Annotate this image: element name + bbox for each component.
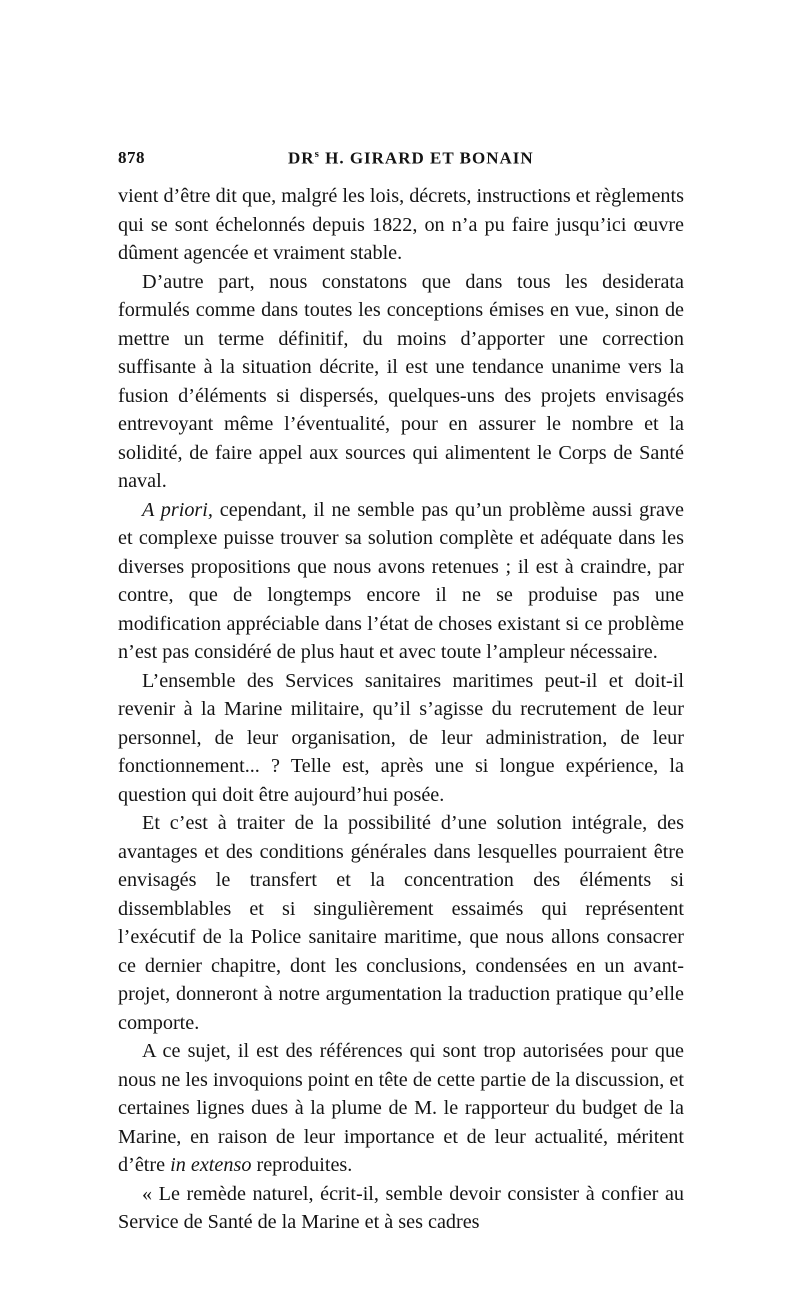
italic-phrase: in extenso (170, 1154, 252, 1176)
paragraph-text: A ce sujet, il est des références qui sont trop autorisées pour que nous ne les invoquions point en tête de cette partie de la discussion, et certaines lignes dues à la plume de M. le rapporteur du budget de la Marine, en raison de leur importance et de leur actualité, méritent d’être (118, 1040, 684, 1176)
paragraph-text: L’ensemble des Services sanitaires maritimes peut-il et doit-il revenir à la Marine militaire, qu’il s’agisse du recrutement de leur personnel, de leur organisation, de leur administration, de leur fonctionnement... ? Telle est, après une si longue expérience, la question qui doit être aujourd’hui posée. (118, 669, 684, 806)
authors-names: H. GIRARD ET BONAIN (319, 148, 534, 168)
paragraph-text: Et c’est à traiter de la possibilité d’une solution intégrale, des avantages et des conditions générales dans lesquelles pourraient être envisagés le transfert et la concentration des éléments si dissemblables et si singulièrement essaimés qui représentent l’exécutif de la Police sanitaire maritime, que nous allons consacrer ce dernier chapitre, dont les conclusions, condensées en un avant-projet, donneront à notre argumentation la traduction pratique qu’elle comporte. (118, 812, 684, 1034)
paragraph-text: D’autre part, nous constatons que dans tous les desiderata formulés comme dans toutes les conceptions émises en vue, sinon de mettre un terme définitif, du moins d’apporter une correction suffisante à la situation décrite, il est une tendance unanime vers la fusion d’éléments si dispersés, quelques-uns des projets envisagés entrevoyant même l’éventualité, pour en assurer le nombre et la solidité, de faire appel aux sources qui alimentent le Corps de Santé naval. (118, 270, 684, 492)
paragraph (118, 809, 684, 1037)
paragraph-text: « Le remède naturel, écrit-il, semble devoir consister à confier au Service de Santé de la Marine et à ses cadres (118, 1182, 684, 1233)
body-text (118, 182, 684, 1237)
paragraph-text-after: reproduites. (251, 1154, 353, 1176)
page-number: 878 (118, 148, 145, 167)
paragraph (118, 268, 684, 496)
paragraph-quote (118, 1180, 684, 1237)
paragraph (118, 496, 684, 667)
paragraph (118, 667, 684, 810)
paragraph-text: cependant, il ne semble pas qu’un problème aussi grave et complexe puisse trouver sa solution complète et adéquate dans les diverses propositions que nous avons retenues ; il est à craindre, par contre, que de longtemps encore il ne se produise pas une modification appréciable dans l’état de choses existant si ce problème n’est pas considéré de plus haut et avec toute l’ampleur nécessaire. (118, 498, 684, 663)
paragraph-continued (118, 182, 684, 268)
paragraph-text: vient d’être dit que, malgré les lois, décrets, instructions et règlements qui se sont échelonnés depuis 1822, on n’a pu faire jusqu’ici œuvre dûment agencée et vraiment stable. (118, 185, 684, 264)
page-header (118, 146, 684, 176)
authors-prefix: DR (288, 148, 315, 168)
paragraph (118, 1037, 684, 1180)
authors-superscript: s (314, 148, 320, 160)
italic-lead: A priori, (142, 498, 213, 521)
running-head-authors (288, 148, 534, 169)
